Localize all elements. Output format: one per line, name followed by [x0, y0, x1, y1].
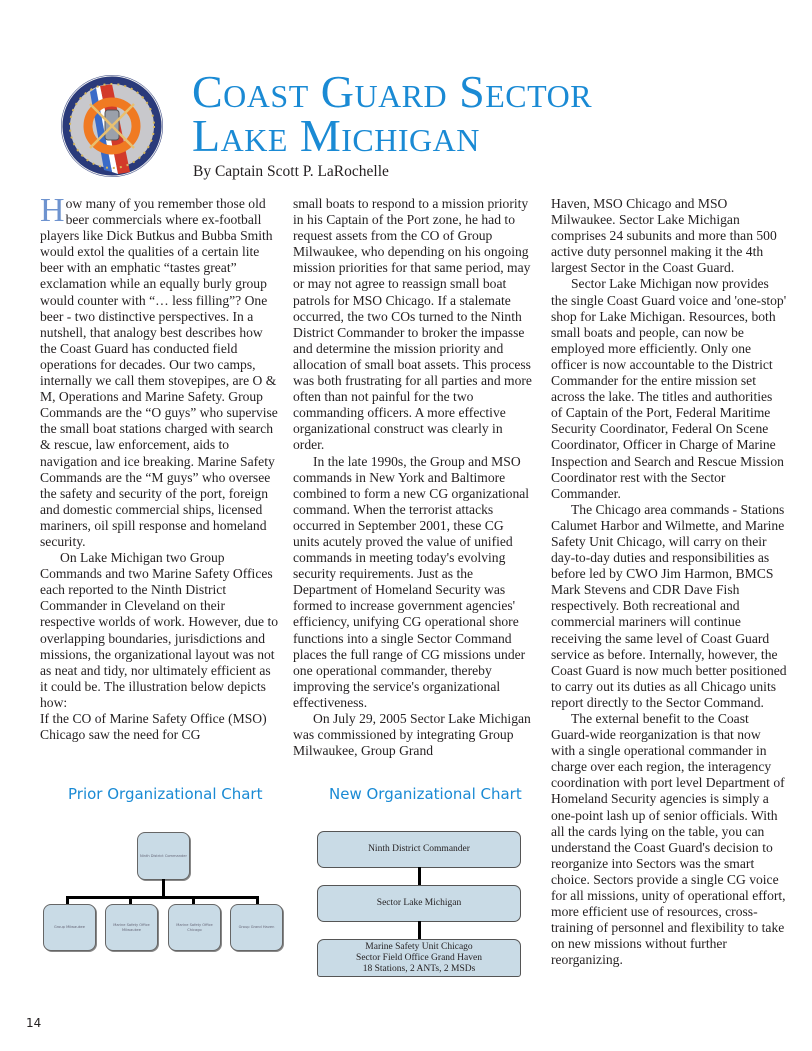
byline: By Captain Scott P. LaRochelle	[193, 163, 389, 180]
connector-line	[66, 896, 259, 899]
connector-line	[129, 896, 132, 904]
connector-line	[66, 896, 69, 904]
org-box-label: Marine Safety Unit Chicago	[365, 941, 473, 952]
paragraph	[40, 192, 280, 550]
org-box-sector-lake-michigan	[317, 885, 521, 922]
org-box-label: Group Milwaukee	[54, 925, 85, 930]
org-box-sublabel: Milwaukee	[122, 927, 141, 932]
org-box-ninth-district	[317, 831, 521, 868]
drop-cap: H	[40, 192, 65, 229]
paragraph: Haven, MSO Chicago and MSO Milwaukee. Sector Lake Michigan comprises 24 subunits and more than 500 active duty personnel making it the 4th largest Sector in the Coast Guard.	[551, 196, 777, 276]
org-box-label: Ninth District Commander	[139, 853, 187, 858]
paragraph: The Chicago area commands - Stations Calumet Harbor and Wilmette, and Marine Safety Unit Chicago, will carry on their day-to-day duties and responsibilities as before led by CWO Jim Harmon, BMCS Mark Stevens and CDR Dave Fish respectively. Both recreational and commercial mariners will continue receiving the same level of Coast Guard service as before. Internally, however, the Coast Guard is now much better positioned to carry out its duties as all Chicago units report directly to the Sector Command.	[551, 501, 787, 710]
org-box-sublabel: Chicago	[187, 927, 202, 932]
connector-line	[256, 896, 259, 904]
connector-line	[192, 896, 195, 904]
org-box-ninth-district	[137, 832, 190, 880]
org-box-label: Sector Lake Michigan	[376, 898, 462, 908]
article-column-2	[293, 196, 533, 759]
org-box-mso-milwaukee	[105, 904, 158, 951]
org-box-group-milwaukee	[43, 904, 96, 951]
connector-line	[418, 867, 421, 885]
org-box-label: Marine Safety Office	[113, 923, 150, 927]
org-box-label: Sector Field Office Grand Haven	[356, 952, 482, 963]
org-box-label: Ninth District Commander	[368, 844, 470, 854]
org-box-label: Group Grand Haven	[238, 925, 275, 930]
paragraph: Sector Lake Michigan now provides the single Coast Guard voice and 'one-stop' shop for Lake Michigan. Resources, both small boats and people, can now be employed more efficiently. Only one officer is now accountable to the District Commander for the entire mission set across the lake. The titles and authorities of Captain of the Port, Federal Maritime Security Coordinator, Federal On Scene Coordinator, Officer in Charge of Marine Inspection and Search and Rescue Mission Coordinator rest with the Sector Commander.	[551, 276, 787, 501]
paragraph: small boats to respond to a mission priority in his Captain of the Port zone, he had to request assets from the CO of Group Milwaukee, who depending on his ongoing mission priorities for that same period, may or may not agree to reassign small boat patrols for MSO Chicago. If a stalemate occurred, the two COs turned to the Ninth District Commander to broker the impasse and determine the mission priority and allocation of small boat assets. This process was both frustrating for all parties and more often than not painful for the two commanding officers. A more effective organizational construct was clearly in order.	[293, 196, 532, 453]
title-line-2: Lake Michigan	[192, 110, 480, 161]
org-box-mso-chicago	[168, 904, 221, 951]
paragraph: The external benefit to the Coast Guard-wide reorganization is that now with a single operational commander in charge over each region, the interagency coordination with port level Department of Homeland Security agencies is simply a one-point lash up of senior officials. With all the cards lying on the table, you can understand the Coast Guard's decision to reorganize into Sectors was the smart choice. Sectors provide a single CG voice for all missions, unity of operational effort, more efficient use of resources, cross-training of personnel and flexibility to take on new missions without further reorganizing.	[551, 711, 786, 968]
article-column-3	[551, 196, 787, 969]
org-box-subunits	[317, 939, 521, 977]
title-line-1: Coast Guard Sector	[192, 66, 593, 117]
org-box-label: 18 Stations, 2 ANTs, 2 MSDs	[362, 963, 476, 974]
paragraph: On July 29, 2005 Sector Lake Michigan was commissioned by integrating Group Milwaukee, Group Grand	[293, 711, 531, 759]
article-title	[192, 66, 593, 161]
paragraph: In the late 1990s, the Group and MSO commands in New York and Baltimore combined to form a new CG organizational command. When the terrorist attacks occurred in September 2001, these CG units acutely proved the value of unified commands in meeting today's evolving security requirements. Just as the Department of Homeland Security was formed to increase government agencies' efficiency, unifying CG operational shore functions into a single Sector Command places the full range of CG missions under one operational commander, thereby improving the service's organizational effectiveness.	[293, 453, 530, 710]
page-number: 14	[26, 1016, 42, 1030]
org-box-group-grand-haven	[230, 904, 283, 951]
article-column-1	[40, 192, 280, 743]
paragraph-text: ow many of you remember those old beer commercials where ex-football players like Dick Butkus and Bubba Smith would extol the qualities of a certain lite beer with an emphatic “tastes great” exclamation while an equally burly group would counter with “… less filling”? One beer - two distinctive perspectives. In a nutshell, that analogy best describes how the Coast Guard has conducted field operations for decades. Our two camps, internally we call them stovepipes, are O & M, Operations and Marine Safety. Group Commands are the “O guys” who supervise the small boat stations charged with search & rescue, law enforcement, aids to navigation and ice breaking. Marine Safety Commands are the “M guys” who oversee the safety and security of the port, foreign and domestic commercial ships, licensed mariners, oil spill response and homeland security.	[40, 196, 278, 549]
connector-line	[418, 921, 421, 939]
prior-chart-caption: Prior Organizational Chart	[68, 785, 263, 803]
paragraph: On Lake Michigan two Group Commands and two Marine Safety Offices each reported to the Ninth District Commander in Cleveland on their respective worlds of work. However, due to overlapping boundaries, jurisdictions and missions, the organizational layout was not as neat and tidy, nor ultimately efficient as it could be. The illustration below depicts how:	[40, 550, 279, 710]
paragraph: If the CO of Marine Safety Office (MSO) Chicago saw the need for CG	[40, 711, 267, 743]
connector-line	[162, 879, 165, 897]
new-chart-caption: New Organizational Chart	[329, 785, 522, 803]
org-box-label: Marine Safety Office	[176, 923, 213, 927]
coast-guard-seal-icon	[60, 74, 164, 178]
